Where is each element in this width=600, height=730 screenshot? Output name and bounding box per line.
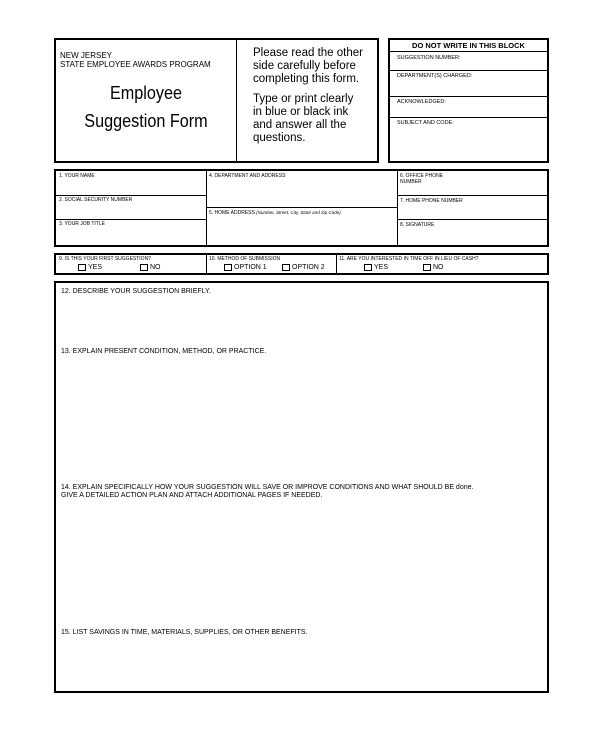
acknowledged-field[interactable]: ACKNOWLEDGED: [397,99,446,105]
suggestion-details-block[interactable] [54,281,549,693]
form-title-line2: Suggestion Form [84,111,208,131]
time-off-no[interactable] [423,263,444,272]
office-phone-field[interactable] [400,173,443,185]
time-off-yes[interactable] [364,263,388,272]
subject-code-field[interactable]: SUBJECT AND CODE: [397,120,454,126]
instruction-line: in blue or black ink [253,106,349,118]
no-label: NO [433,264,444,271]
explain-savings-label-2: GIVE A DETAILED ACTION PLAN AND ATTACH ADDITIONAL PAGES IF NEEDED. [61,492,323,499]
present-condition-label: 13. EXPLAIN PRESENT CONDITION, METHOD, OR PRACTICE. [61,348,267,355]
agency-name-line1: NEW JERSEY [60,51,113,60]
first-suggestion-label: 9. IS THIS YOUR FIRST SUGGESTION? [59,256,151,262]
signature-field[interactable]: 8. SIGNATURE [400,222,435,228]
option1-label: OPTION 1 [234,264,267,271]
first-suggestion-no[interactable] [140,263,161,272]
list-savings-label: 15. LIST SAVINGS IN TIME, MATERIALS, SUPPLIES, OR OTHER BENEFITS. [61,629,308,636]
checkbox[interactable] [78,264,86,271]
office-phone-label-2: NUMBER [400,179,422,185]
no-label: NO [150,264,161,271]
home-address-label: 5. HOME ADDRESS [209,210,255,216]
method-option1[interactable] [224,263,267,272]
option2-label: OPTION 2 [292,264,325,271]
yes-label: YES [88,264,103,271]
checkbox[interactable] [224,264,232,271]
checkbox[interactable] [364,264,372,271]
instruction-line: Type or print clearly [253,93,354,105]
instruction-line: Please read the other [253,47,363,59]
method-option2[interactable] [282,263,325,272]
checkbox[interactable] [282,264,290,271]
method-label: 10. METHOD OF SUBMISSION [209,256,281,262]
checkbox[interactable] [423,264,431,271]
ssn-field[interactable]: 2. SOCIAL SECURITY NUMBER [59,197,133,203]
office-phone-label: 6. OFFICE PHONE [400,173,444,179]
describe-suggestion-label: 12. DESCRIBE YOUR SUGGESTION BRIEFLY. [61,288,211,295]
questions-row [54,253,549,275]
home-phone-field[interactable]: 7. HOME PHONE NUMBER [400,198,463,204]
department-address-field[interactable]: 4. DEPARTMENT AND ADDRESS [209,173,286,179]
job-title-field[interactable]: 3. YOUR JOB TITLE [59,221,105,227]
instruction-line: questions. [253,132,306,144]
instruction-line: and answer all the [253,119,347,131]
suggestion-number-field[interactable]: SUGGESTION NUMBER: [397,55,461,61]
home-address-note: (Number, Street, City, State and Zip Code) [256,210,341,215]
office-use-block [388,38,549,163]
your-name-field[interactable]: 1. YOUR NAME [59,173,95,179]
instruction-line: side carefully before [253,60,356,72]
first-suggestion-yes[interactable] [78,263,102,272]
office-block-title: DO NOT WRITE IN THIS BLOCK [412,41,525,50]
departments-charged-field[interactable]: DEPARTMENT(S) CHARGED: [397,73,473,79]
time-off-label: 11. ARE YOU INTERESTED IN TIME OFF IN LIEU OF CASH? [339,256,479,262]
agency-name-line2: STATE EMPLOYEE AWARDS PROGRAM [60,60,211,69]
form-title-line1: Employee [109,83,183,103]
checkbox[interactable] [140,264,148,271]
explain-savings-label-1: 14. EXPLAIN SPECIFICALLY HOW YOUR SUGGESTION WILL SAVE OR IMPROVE CONDITIONS AND WHAT SHOULD BE done. [61,484,474,491]
header-block [54,38,379,163]
header-divider [236,38,237,163]
instruction-line: completing this form. [253,73,360,85]
home-address-field[interactable] [209,210,341,216]
personal-info-block [54,169,549,247]
yes-label: YES [374,264,389,271]
instructions [253,47,363,145]
